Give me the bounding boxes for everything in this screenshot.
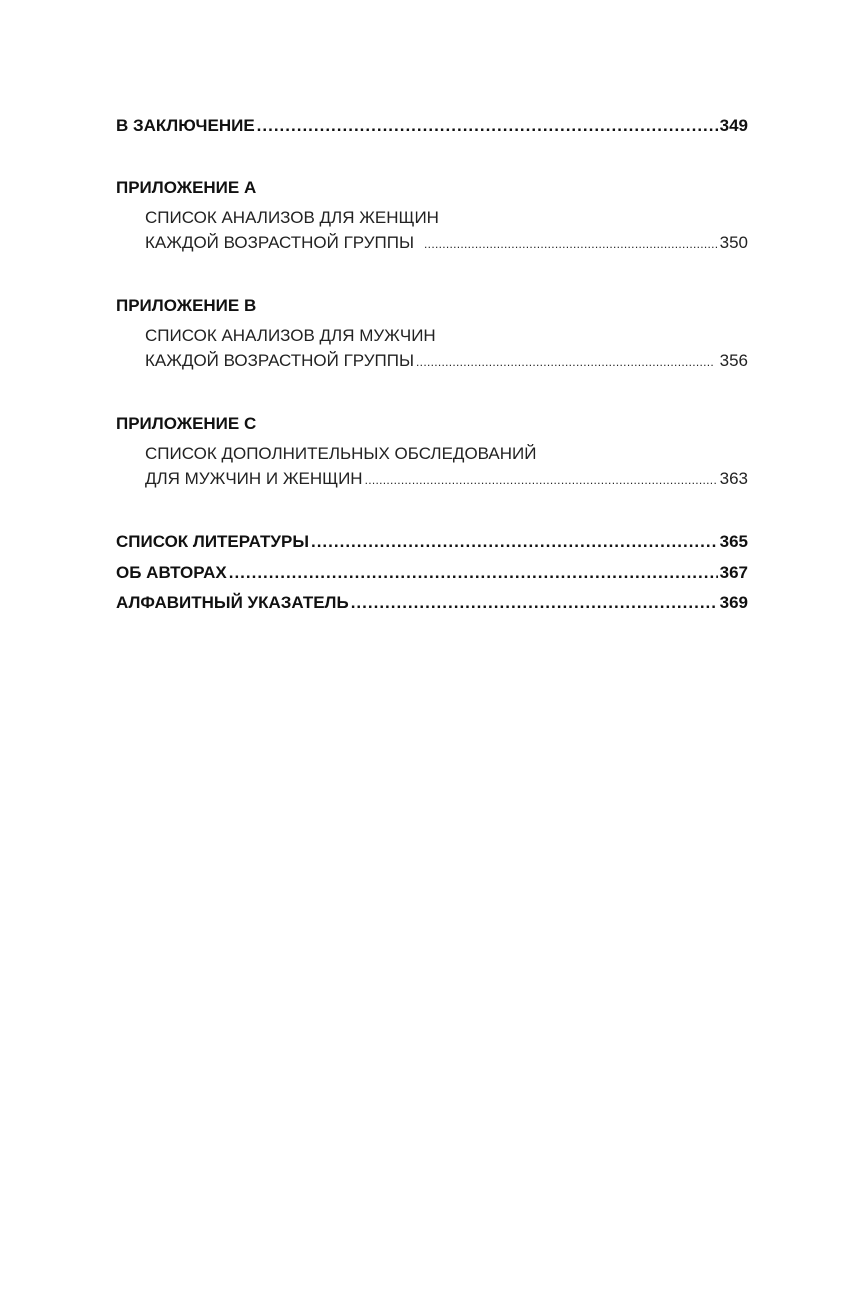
appendix-a-heading: ПРИЛОЖЕНИЕ А bbox=[116, 178, 257, 197]
toc-entry-authors[interactable] bbox=[116, 563, 748, 583]
toc-entry-title: ОБ АВТОРАХ bbox=[116, 563, 227, 582]
toc-entry-title: АЛФАВИТНЫЙ УКАЗАТЕЛЬ bbox=[116, 593, 349, 612]
toc-entry-title: ДЛЯ МУЖЧИН И ЖЕНЩИН bbox=[145, 469, 363, 488]
toc-entry-appendix-c[interactable] bbox=[145, 469, 748, 489]
toc-entry-title: КАЖДОЙ ВОЗРАСТНОЙ ГРУППЫ bbox=[145, 351, 415, 370]
dot-leader bbox=[424, 237, 718, 251]
appendix-b-heading: ПРИЛОЖЕНИЕ В bbox=[116, 296, 257, 315]
toc-page-number: 365 bbox=[719, 532, 748, 551]
dot-leader bbox=[311, 532, 718, 552]
toc-page-number: 350 bbox=[719, 233, 748, 252]
toc-entry-title: В ЗАКЛЮЧЕНИЕ bbox=[116, 116, 255, 135]
toc-entry-title: СПИСОК ЛИТЕРАТУРЫ bbox=[116, 532, 309, 551]
toc-entry-appendix-b[interactable] bbox=[145, 351, 748, 371]
toc-entry-index[interactable] bbox=[116, 593, 748, 613]
appendix-a-title-line1: СПИСОК АНАЛИЗОВ ДЛЯ ЖЕНЩИН bbox=[145, 208, 439, 227]
dot-leader bbox=[365, 473, 718, 487]
appendix-c-title-line1: СПИСОК ДОПОЛНИТЕЛЬНЫХ ОБСЛЕДОВАНИЙ bbox=[145, 444, 537, 463]
toc-entry-conclusion[interactable] bbox=[116, 116, 748, 136]
appendix-b-title-line1: СПИСОК АНАЛИЗОВ ДЛЯ МУЖЧИН bbox=[145, 326, 436, 345]
toc-entry-appendix-a[interactable] bbox=[145, 233, 748, 253]
toc-page-number: 369 bbox=[719, 593, 748, 612]
appendix-c-heading: ПРИЛОЖЕНИЕ С bbox=[116, 414, 257, 433]
toc-page-number: 349 bbox=[719, 116, 748, 135]
dot-leader bbox=[416, 355, 714, 369]
dot-leader bbox=[229, 563, 718, 583]
toc-entry-references[interactable] bbox=[116, 532, 748, 552]
dot-leader bbox=[257, 116, 718, 136]
toc-page-number: 363 bbox=[719, 469, 748, 488]
toc-entry-title: КАЖДОЙ ВОЗРАСТНОЙ ГРУППЫ bbox=[145, 233, 415, 252]
toc-page-number: 356 bbox=[719, 351, 748, 370]
toc-page-number: 367 bbox=[719, 563, 748, 582]
dot-leader bbox=[351, 593, 718, 613]
